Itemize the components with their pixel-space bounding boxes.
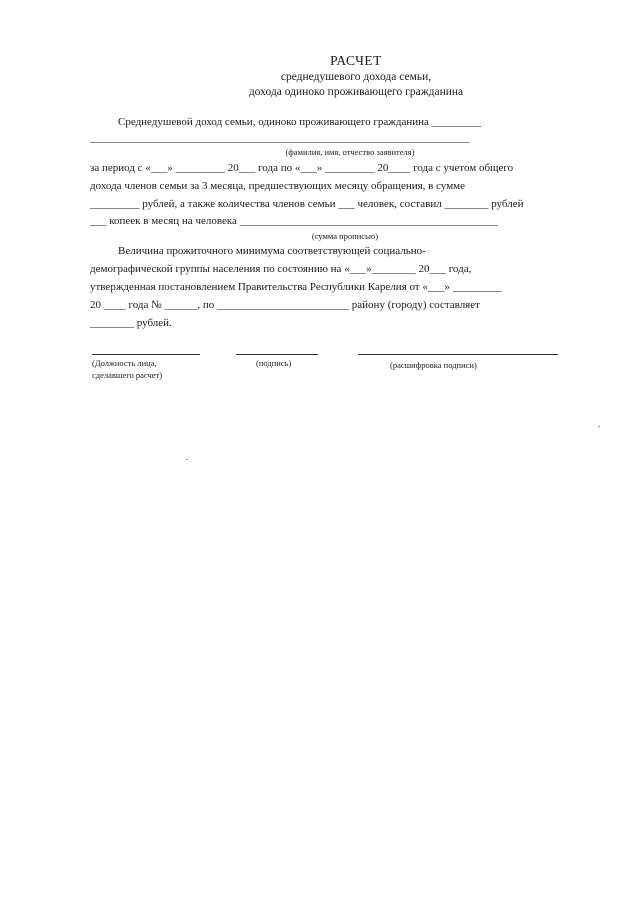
para1-line1: Среднедушевой доход семьи, одиноко проживающего гражданина _________ — [118, 116, 482, 128]
caption-fio: (фамилия, имя, отчество заявителя) — [285, 147, 415, 157]
caption-position-2: сделавшего расчет) — [92, 370, 163, 380]
doc-subtitle-2: дохода одиноко проживающего гражданина — [248, 86, 464, 98]
scan-mark — [598, 426, 600, 427]
para1-line5: _________ рублей, а также количества членов семьи ___ человек, составил ________ рублей — [90, 198, 524, 210]
para2-line2: демографической группы населения по состоянию на «___»________ 20___ года, — [90, 263, 472, 275]
para1-line2: _____________________________________________________________________ — [90, 132, 470, 144]
para2-line4: 20 ____ года № ______, по ________________________ району (городу) составляет — [90, 299, 480, 311]
caption-decode: (расшифровка подписи) — [390, 360, 477, 370]
para1-line6: ___ копеек в месяц на человека _______________________________________________ — [90, 215, 499, 227]
para2-line3: утвержденная постановлением Правительства Республики Карелия от «___» _________ — [90, 281, 503, 293]
caption-sign: (подпись) — [256, 358, 292, 368]
caption-position-1: (Должность лица, — [92, 358, 157, 368]
para2-line1: Величина прожиточного минимума соответствующей социально- — [118, 245, 426, 257]
signature-line-sign — [236, 354, 318, 355]
caption-sum: (сумма прописью) — [311, 231, 379, 241]
doc-subtitle-1: среднедушевого дохода семьи, — [280, 71, 432, 83]
signature-line-position — [92, 354, 200, 355]
signature-line-decode — [358, 354, 558, 355]
para1-line3: за период с «___» _________ 20___ года по «___» _________ 20____ года с учетом общего — [90, 162, 514, 174]
doc-title: РАСЧЕТ — [330, 53, 382, 68]
scan-mark — [186, 459, 188, 460]
para1-line4: дохода членов семьи за 3 месяца, предшествующих месяцу обращения, в сумме — [90, 180, 465, 192]
para2-line5: ________ рублей. — [90, 317, 172, 329]
